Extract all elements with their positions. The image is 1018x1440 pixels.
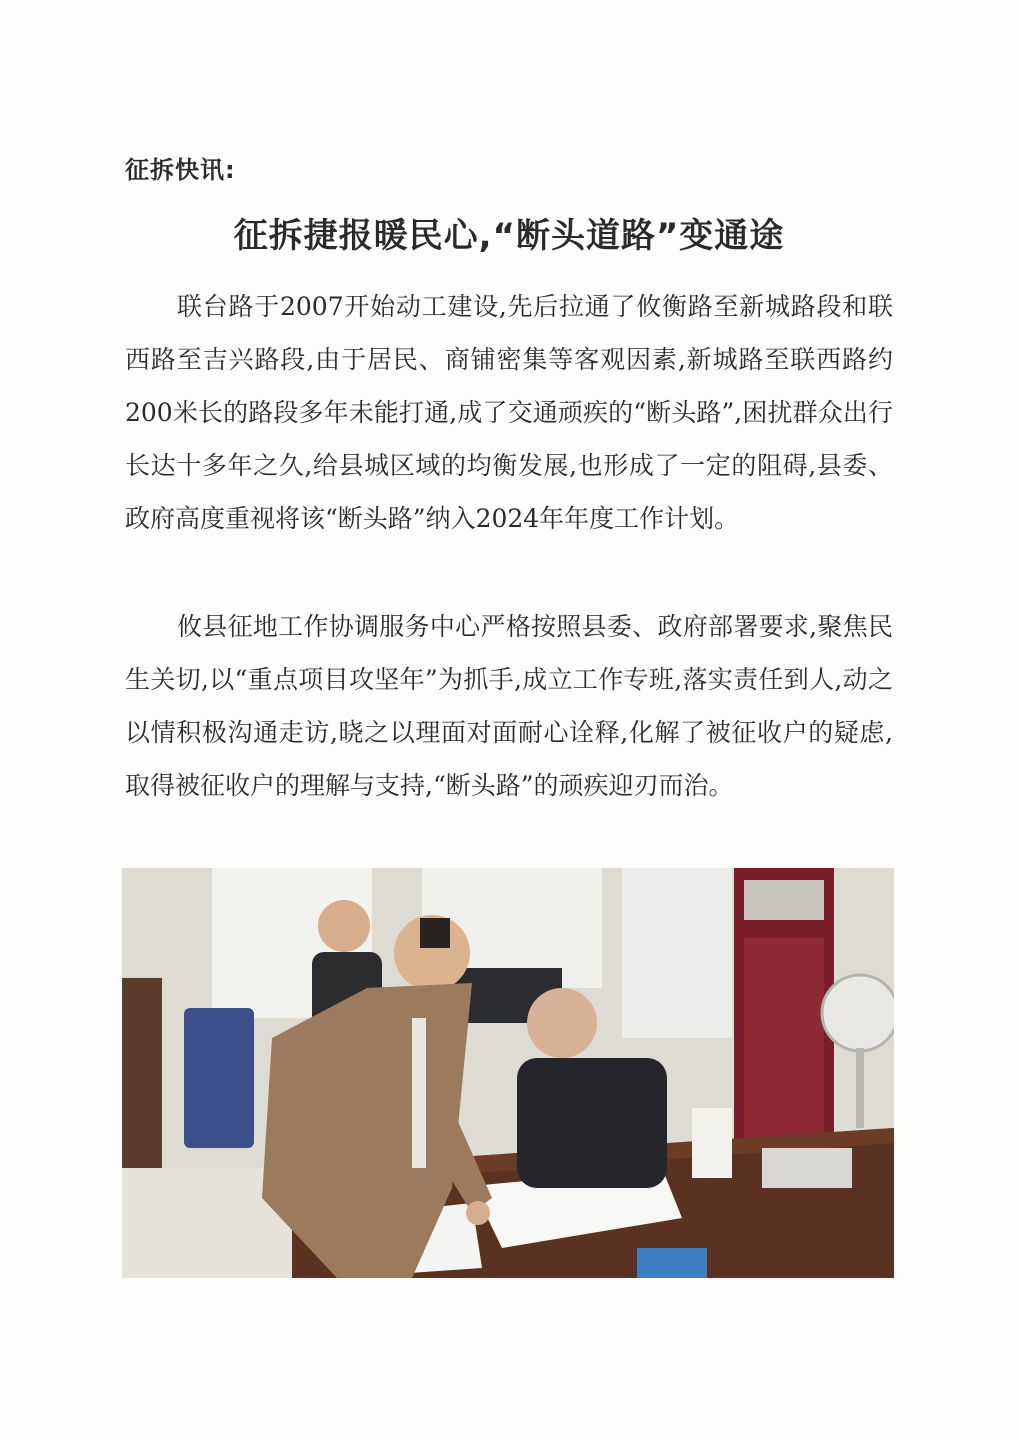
body-paragraph-2: 攸县征地工作协调服务中心严格按照县委、政府部署要求,聚焦民生关切,以“重点项目攻坚年”为抓手,成立工作专班,落实责任到人,动之以情积极沟通走访,晓之以理面对面耐心诠释,化解了被征收户的疑虑,取得被征收户的理解与支持,“断头路”的顽疾迎刃而治。 bbox=[125, 612, 893, 800]
section-kicker: 征拆快讯: bbox=[125, 156, 236, 184]
headline: 征拆捷报暖民心,“断头道路”变通途 bbox=[233, 216, 785, 256]
signing-photo bbox=[122, 868, 894, 1278]
body-paragraph-1: 联台路于2007开始动工建设,先后拉通了攸衡路至新城路段和联西路至吉兴路段,由于居民、商铺密集等客观因素,新城路至联西路约200米长的路段多年未能打通,成了交通顽疾的“断头路”,困扰群众出行长达十多年之久,给县城区域的均衡发展,也形成了一定的阻碍,县委、政府高度重视将该“断头路”纳入2024年年度工作计划。 bbox=[125, 292, 893, 533]
